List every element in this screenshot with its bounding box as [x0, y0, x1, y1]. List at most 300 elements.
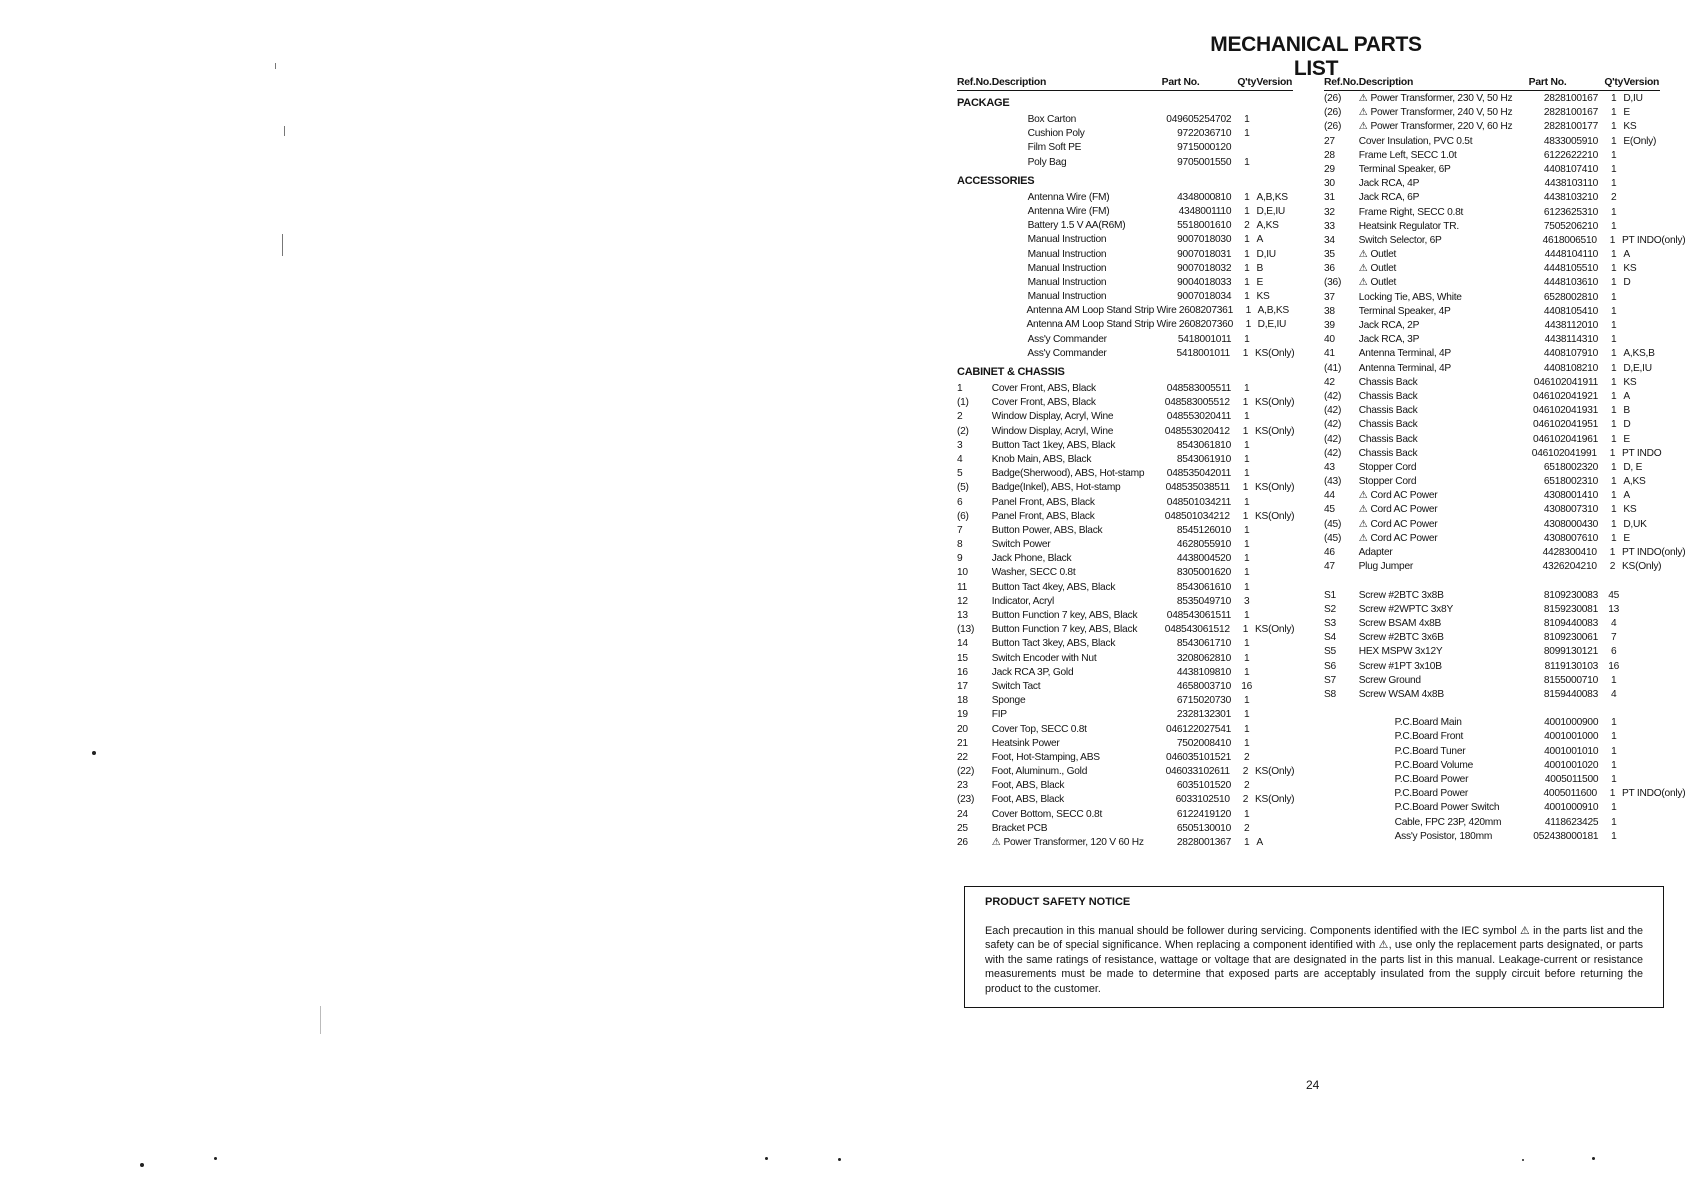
description: [1359, 603, 1521, 617]
description-text: P.C.Board Power: [1394, 774, 1469, 785]
quantity: 1: [1610, 376, 1617, 388]
quantity: 1: [1610, 107, 1617, 119]
part-row: [1324, 801, 1660, 815]
quantity: 1: [1243, 453, 1250, 465]
part-number: 048583005512: [1164, 397, 1230, 409]
version: [1256, 524, 1293, 538]
part-row: [957, 127, 1293, 141]
part-row: [957, 595, 1293, 609]
quantity: 1: [1610, 518, 1617, 530]
quantity: 1: [1611, 802, 1617, 814]
part-number: 4408107910: [1543, 348, 1599, 360]
ref-no: 37: [1324, 291, 1335, 303]
part-number: 9004018033: [1177, 276, 1232, 288]
description: [1359, 149, 1521, 163]
part-number: 4005011500: [1544, 774, 1599, 785]
part-number: 4408105410: [1543, 305, 1599, 317]
version: [1256, 552, 1293, 566]
version: [1256, 652, 1293, 666]
ref-no: 20: [957, 723, 968, 735]
part-row: [1324, 546, 1685, 560]
ref-no: 27: [1324, 135, 1335, 147]
scan-speck: [214, 1157, 217, 1160]
ref-no: (26): [1324, 107, 1342, 119]
description-text: FIP: [991, 709, 1007, 721]
part-row: [957, 496, 1293, 510]
ref-no: 4: [957, 453, 963, 465]
quantity: 1: [1243, 524, 1250, 536]
version: [1256, 737, 1293, 751]
parts-rows-left: [957, 92, 1293, 850]
quantity: 1: [1243, 383, 1250, 394]
safety-warning-icon: ⚠: [1358, 263, 1368, 275]
part-row: [1324, 773, 1660, 787]
ref-no: 32: [1324, 206, 1335, 218]
part-row: [957, 808, 1293, 822]
quantity: 1: [1244, 262, 1250, 274]
description-text: Plug Jumper: [1358, 561, 1414, 573]
row-spacer: [1324, 574, 1660, 588]
description-text: Cushion Poly: [1027, 128, 1085, 140]
description-text: Stopper Cord: [1358, 461, 1417, 473]
description: [991, 304, 1177, 318]
description: [992, 496, 1154, 510]
version: A,KS: [1256, 220, 1279, 232]
description-text: Foot, ABS, Black: [991, 780, 1065, 792]
description: [992, 581, 1154, 595]
ref-no: 6: [957, 496, 963, 508]
quantity: 2: [1243, 780, 1250, 792]
description-text: Terminal Speaker, 6P: [1358, 163, 1451, 175]
part-row: [1324, 759, 1660, 773]
version: D,E,IU: [1257, 319, 1287, 331]
part-row: [1324, 461, 1660, 475]
description: [1359, 816, 1522, 830]
description-text: P.C.Board Front: [1394, 731, 1464, 743]
part-number: 8155000710: [1543, 674, 1599, 686]
version: E(Only): [1623, 135, 1657, 147]
quantity: 2: [1242, 766, 1249, 778]
part-row: [957, 566, 1293, 580]
quantity: 2: [1243, 822, 1250, 834]
quantity: 1: [1611, 816, 1617, 828]
description-text: Switch Encoder with Nut: [991, 652, 1097, 664]
part-row: [957, 233, 1293, 247]
description-text: HEX MSPW 3x12Y: [1358, 646, 1443, 658]
description: [992, 808, 1154, 822]
version: KS(Only): [1255, 347, 1295, 359]
ref-no: (42): [1324, 405, 1342, 417]
description-text: Antenna AM Loop Stand Strip Wire: [1026, 319, 1177, 331]
ref-no: [957, 233, 992, 247]
description-text: Antenna AM Loop Stand Strip Wire: [1026, 305, 1177, 317]
version: [1623, 603, 1660, 617]
description: [1359, 390, 1521, 404]
part-number: 048501034212: [1164, 510, 1230, 522]
quantity: 16: [1608, 660, 1620, 672]
ref-no: S6: [1324, 660, 1336, 672]
description: [1359, 759, 1522, 773]
quantity: 2: [1244, 220, 1250, 232]
ref-no: 29: [1324, 163, 1335, 175]
part-row: [957, 333, 1293, 347]
part-number: 046102041991: [1531, 447, 1597, 459]
ref-no: S8: [1324, 688, 1336, 700]
version: [1256, 808, 1293, 822]
description-text: Badge(Sherwood), ABS, Hot-stamp: [991, 468, 1145, 480]
description-text: Chassis Back: [1358, 433, 1418, 445]
description: [1359, 773, 1522, 787]
ref-no: [957, 219, 992, 233]
part-number: 7505206210: [1543, 220, 1599, 232]
ref-no: S5: [1324, 646, 1336, 658]
description-text: Cover Insulation, PVC 0.5t: [1358, 135, 1473, 147]
version: [1623, 660, 1660, 674]
part-number: 4408108210: [1543, 362, 1599, 374]
description: [1359, 220, 1521, 234]
part-number: 2328132301: [1176, 709, 1232, 721]
ref-no: (42): [1324, 390, 1342, 402]
page-number: 24: [1306, 1078, 1320, 1092]
version: [1257, 127, 1294, 141]
part-number: 8119130103: [1544, 660, 1599, 672]
version: [1623, 220, 1660, 234]
part-number: 4001001010: [1544, 745, 1599, 757]
ref-no: 19: [957, 709, 968, 721]
version: [1624, 730, 1661, 744]
part-number: 4348000810: [1177, 191, 1232, 203]
scan-speck: [838, 1158, 841, 1161]
part-number: 4326204210: [1542, 561, 1597, 573]
version: D,IU: [1256, 248, 1276, 260]
part-row: [957, 737, 1293, 751]
quantity: 1: [1610, 249, 1617, 261]
version: [1623, 688, 1660, 702]
part-number: 048543061512: [1164, 624, 1230, 636]
quantity: 1: [1243, 496, 1250, 508]
description-text: Cover Front, ABS, Black: [991, 397, 1096, 409]
description: [1359, 191, 1521, 205]
description-text: Screw Ground: [1358, 674, 1421, 686]
version: [1256, 751, 1293, 765]
part-row: [1324, 674, 1660, 688]
part-row: [1324, 489, 1660, 503]
quantity: 1: [1610, 433, 1617, 445]
description-text: Indicator, Acryl: [991, 595, 1054, 607]
part-row: [1324, 404, 1660, 418]
ref-no: [1324, 801, 1359, 815]
description-text: Button Tact 4key, ABS, Black: [991, 581, 1116, 593]
part-number: 4308000430: [1543, 518, 1599, 530]
quantity: 1: [1610, 163, 1617, 175]
part-number: 8543061610: [1176, 581, 1232, 593]
description: [992, 680, 1154, 694]
quantity: 1: [1243, 567, 1250, 579]
part-row: [957, 538, 1293, 552]
description-text: Battery 1.5 V AA(R6M): [1027, 220, 1126, 232]
part-number: 048583005511: [1166, 383, 1232, 394]
version: [1256, 637, 1293, 651]
part-row: [1324, 135, 1660, 149]
description: [1359, 503, 1521, 517]
version: [1623, 617, 1660, 631]
quantity: 1: [1243, 666, 1250, 678]
quantity: 13: [1608, 603, 1620, 615]
description: [992, 113, 1155, 127]
part-row: [1324, 206, 1660, 220]
ref-no: [957, 191, 992, 205]
ref-no: S1: [1324, 589, 1336, 601]
quantity: 7: [1610, 632, 1617, 644]
description: [992, 467, 1154, 481]
description: [1359, 262, 1521, 276]
ref-no: 40: [1324, 334, 1335, 346]
ref-no: (26): [1324, 121, 1342, 133]
part-number: 3208062810: [1176, 652, 1232, 664]
description: [992, 141, 1155, 155]
quantity: 1: [1245, 319, 1252, 331]
part-row: [1324, 617, 1660, 631]
description: [1359, 319, 1521, 333]
quantity: 1: [1244, 205, 1250, 217]
description: [992, 822, 1154, 836]
description-text: Ass'y Commander: [1027, 347, 1107, 359]
part-number: 8543061810: [1176, 439, 1232, 451]
ref-no: 36: [1324, 263, 1335, 275]
version: [1623, 291, 1660, 305]
description: [992, 666, 1154, 680]
description: [992, 410, 1154, 424]
header-version: Version: [1256, 77, 1293, 88]
description: [1359, 546, 1520, 560]
part-number: 046102041951: [1533, 419, 1599, 431]
part-number: 4448103610: [1543, 277, 1599, 289]
description: [992, 290, 1155, 304]
description: [992, 765, 1153, 779]
quantity: 1: [1611, 717, 1617, 729]
version: [1624, 816, 1661, 830]
scan-mark: [284, 126, 285, 136]
ref-no: 35: [1324, 249, 1335, 261]
part-number: 4438114310: [1544, 334, 1599, 346]
description: [1359, 489, 1521, 503]
part-number: 6715020730: [1176, 695, 1232, 707]
parts-column-right: [1324, 75, 1685, 844]
description-text: Ass'y Posistor, 180mm: [1394, 830, 1493, 842]
ref-no: 14: [957, 638, 968, 650]
description-text: Power Transformer, 240 V, 50 Hz: [1370, 107, 1513, 119]
description-text: Cover Bottom, SECC 0.8t: [991, 808, 1103, 820]
description-text: Cord AC Power: [1370, 490, 1438, 502]
quantity: 1: [1610, 504, 1617, 516]
description: [1359, 234, 1520, 248]
version: D,IU: [1623, 93, 1643, 104]
part-number: 2608207361: [1178, 305, 1233, 317]
version: [1256, 723, 1293, 737]
quantity: 1: [1609, 447, 1616, 459]
version: [1623, 319, 1660, 333]
part-number: 048535042011: [1166, 468, 1232, 480]
ref-no: [957, 333, 992, 347]
part-row: [957, 467, 1293, 481]
part-number: 4408107410: [1543, 163, 1599, 175]
part-number: 2828100167: [1543, 107, 1599, 119]
part-number: 046102041921: [1533, 390, 1599, 402]
description-text: Terminal Speaker, 4P: [1358, 305, 1451, 317]
version: D,E,IU: [1623, 362, 1652, 374]
description: [1359, 716, 1522, 730]
part-number: 9705001550: [1177, 156, 1232, 168]
version: A: [1256, 837, 1263, 848]
part-number: 048553020411: [1166, 411, 1232, 423]
version: B: [1256, 262, 1264, 274]
description: [1359, 305, 1521, 319]
quantity: 1: [1244, 156, 1250, 168]
part-number: 9715000120: [1177, 142, 1232, 154]
ref-no: (36): [1324, 277, 1342, 289]
description-text: Window Display, Acryl, Wine: [991, 425, 1114, 437]
part-row: [957, 836, 1293, 850]
description-text: Manual Instruction: [1027, 262, 1107, 274]
ref-no: 46: [1324, 547, 1335, 558]
safety-warning-icon: ⚠: [1358, 490, 1368, 502]
part-number: 4001000900: [1544, 717, 1599, 729]
version: KS: [1623, 376, 1637, 388]
version: A: [1623, 390, 1630, 402]
part-row: [957, 262, 1293, 276]
description: [1359, 291, 1521, 305]
section-title: ACCESSORIES: [957, 174, 1035, 187]
ref-no: 12: [957, 595, 968, 607]
part-number: 6518002320: [1543, 461, 1599, 473]
part-number: 4658003710: [1176, 680, 1232, 692]
description-text: Poly Bag: [1027, 156, 1067, 168]
ref-no: 28: [1324, 149, 1335, 161]
description: [992, 481, 1153, 495]
part-row: [957, 793, 1293, 807]
version: D: [1623, 419, 1631, 431]
quantity: 1: [1243, 837, 1250, 848]
description: [992, 219, 1155, 233]
ref-no: 33: [1324, 220, 1335, 232]
version: KS: [1623, 121, 1637, 133]
version: [1256, 382, 1293, 396]
quantity: 1: [1243, 439, 1250, 451]
part-number: 8535049710: [1176, 595, 1232, 607]
quantity: 1: [1244, 291, 1250, 303]
part-number: 4001001020: [1544, 759, 1599, 771]
part-number: 052438000181: [1533, 830, 1599, 842]
quantity: 1: [1610, 532, 1617, 544]
version: E: [1623, 433, 1630, 445]
part-row: [957, 751, 1293, 765]
quantity: 1: [1243, 709, 1250, 721]
quantity: 1: [1244, 333, 1250, 345]
scan-mark: [320, 1006, 321, 1034]
part-row: [957, 290, 1293, 304]
part-row: [957, 652, 1293, 666]
ref-no: (43): [1324, 476, 1342, 488]
ref-no: S4: [1324, 632, 1336, 644]
description: [1359, 248, 1521, 262]
part-number: 4428300410: [1542, 547, 1597, 558]
part-number: 8545126010: [1176, 524, 1232, 536]
ref-no: [957, 248, 992, 262]
version: [1623, 206, 1660, 220]
description: [1359, 418, 1521, 432]
part-row: [1324, 305, 1660, 319]
part-number: 4308007310: [1543, 504, 1599, 516]
part-number: 4618006510: [1542, 234, 1597, 246]
part-number: 6035101520: [1176, 780, 1232, 792]
ref-no: 42: [1324, 376, 1335, 388]
ref-no: 18: [957, 695, 968, 707]
description-text: Stopper Cord: [1358, 476, 1417, 488]
description-text: Jack RCA, 2P: [1358, 320, 1420, 331]
description: [992, 248, 1155, 262]
part-number: 5418001011: [1177, 333, 1232, 345]
header-ref: Ref.No.: [1324, 77, 1359, 88]
quantity: 3: [1243, 595, 1250, 607]
quantity: 1: [1243, 652, 1250, 664]
part-row: [957, 318, 1293, 332]
quantity: 1: [1243, 737, 1250, 749]
version: A,KS: [1623, 476, 1646, 488]
description-text: Jack RCA, 3P: [1358, 334, 1420, 346]
part-row: [1324, 276, 1660, 290]
version: KS(Only): [1255, 397, 1295, 409]
description: [1359, 120, 1521, 134]
part-row: [957, 453, 1293, 467]
description: [992, 552, 1154, 566]
part-number: 6505130010: [1176, 822, 1232, 834]
part-row: [957, 141, 1293, 155]
part-row: [1324, 262, 1660, 276]
quantity: 1: [1244, 234, 1250, 246]
part-row: [957, 304, 1293, 318]
ref-no: 38: [1324, 305, 1335, 317]
quantity: 1: [1611, 745, 1617, 757]
quantity: 1: [1610, 220, 1617, 232]
part-row: [1324, 106, 1660, 120]
description: [992, 723, 1154, 737]
quantity: 1: [1242, 482, 1249, 494]
description: [1359, 106, 1521, 120]
description: [1359, 92, 1521, 106]
version: PT INDO(only): [1622, 234, 1685, 246]
version: [1256, 439, 1293, 453]
ref-no: [957, 113, 992, 127]
description: [1359, 333, 1521, 347]
description-text: Adapter: [1358, 547, 1393, 558]
quantity: 1: [1242, 397, 1249, 409]
part-row: [1324, 560, 1660, 574]
version: [1623, 149, 1660, 163]
part-number: 046035101521: [1166, 751, 1232, 763]
quantity: [1237, 141, 1256, 155]
version: [1624, 716, 1661, 730]
part-row: [957, 219, 1293, 233]
part-number: 4438109810: [1176, 666, 1232, 678]
part-number: 4438112010: [1544, 320, 1599, 331]
quantity: 1: [1609, 547, 1616, 558]
quantity: 1: [1611, 774, 1617, 785]
description: [992, 382, 1154, 396]
header-ref: Ref.No.: [957, 77, 992, 88]
part-row: [1324, 333, 1660, 347]
version: E: [1256, 276, 1264, 288]
part-row: [1324, 376, 1660, 390]
